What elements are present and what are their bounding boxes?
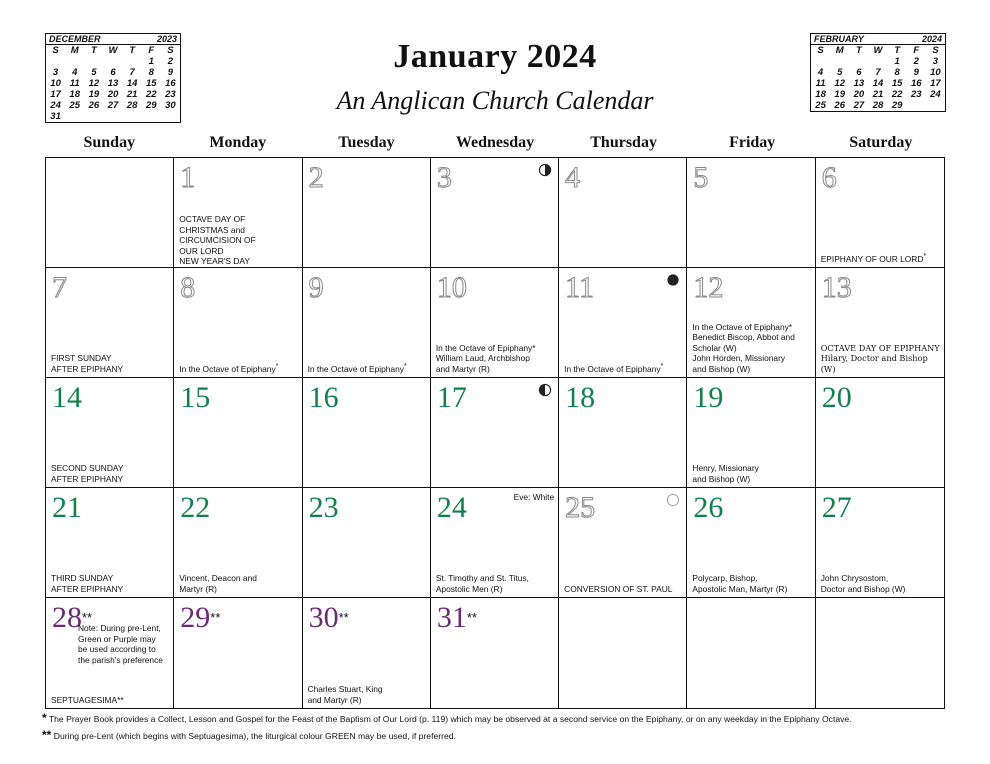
- page-subtitle: An Anglican Church Calendar: [336, 86, 654, 115]
- day-number-text: 24: [436, 491, 467, 524]
- mini-day: 30: [165, 100, 176, 111]
- mini-day: 14: [126, 78, 138, 89]
- mini-weekday: F: [913, 45, 920, 56]
- day-cell: [431, 378, 559, 488]
- mini-day: 21: [126, 89, 138, 100]
- mini-day: 6: [856, 67, 862, 78]
- mini-day: 13: [107, 78, 119, 89]
- mini-day: 3: [52, 67, 59, 78]
- mini-day: 2: [167, 56, 174, 67]
- mini-day: 25: [69, 100, 80, 111]
- weekday-label: Monday: [209, 134, 267, 151]
- footnote-star: *: [660, 362, 664, 370]
- day-number-text: 9: [308, 271, 324, 304]
- day-number-text: 1: [180, 161, 196, 194]
- day-number: [565, 490, 595, 526]
- mini-year: 2024: [921, 34, 942, 44]
- day-cell: [431, 488, 559, 598]
- day-number: [52, 380, 82, 416]
- day-superscript: **: [466, 610, 477, 625]
- footnote-star: *: [275, 362, 279, 370]
- day-number-text: 18: [565, 381, 596, 414]
- day-cell: [174, 158, 302, 268]
- mini-day: 15: [891, 78, 903, 89]
- mini-day: 10: [930, 67, 941, 78]
- day-number-text: 30: [308, 601, 339, 634]
- mini-day: 18: [815, 89, 826, 100]
- day-number-text: 23: [308, 491, 339, 524]
- feast-note: [179, 362, 298, 374]
- mini-weekday: T: [90, 45, 97, 56]
- mini-day: 20: [853, 89, 865, 100]
- footnote-mark: *: [42, 711, 47, 725]
- day-number: [693, 380, 723, 416]
- day-superscript: **: [338, 610, 349, 625]
- mini-weekday: F: [148, 45, 155, 56]
- weekday-label: Tuesday: [338, 134, 395, 151]
- mini-day: 11: [815, 78, 826, 89]
- mini-grid: [811, 45, 945, 111]
- day-cell: [303, 598, 431, 708]
- day-number-text: 15: [180, 381, 211, 414]
- day-cell: [687, 158, 815, 268]
- day-cell: [431, 268, 559, 378]
- mini-day: 12: [834, 78, 845, 89]
- mini-day: 23: [165, 89, 176, 100]
- day-cell: [816, 488, 944, 598]
- feast-note: [692, 573, 811, 594]
- mini-weekday: M: [835, 45, 844, 56]
- day-number: [822, 490, 852, 526]
- day-cell: [687, 378, 815, 488]
- day-cell: [46, 488, 174, 598]
- feast-note-text: Polycarp, Bishop, Apostolic Man, Martyr (R): [692, 573, 788, 594]
- footnote-star: *: [923, 252, 927, 260]
- mini-weekday: W: [873, 45, 883, 56]
- mini-day: 26: [88, 100, 100, 111]
- day-cell: [303, 378, 431, 488]
- mini-day: 18: [69, 89, 80, 100]
- mini-day: [907, 100, 926, 111]
- day-number: [437, 270, 467, 306]
- day-number-text: 31: [436, 601, 467, 634]
- day-cell: [174, 268, 302, 378]
- cell-side-note: Note: During pre-Lent, Green or Purple may be used according to the parish's preference: [78, 623, 163, 665]
- mini-day: 2: [913, 56, 919, 67]
- mini-day: 17: [50, 89, 61, 100]
- day-cell: [687, 598, 815, 708]
- mini-day: 10: [50, 78, 61, 89]
- day-number: [180, 270, 195, 306]
- mini-day: 9: [913, 67, 919, 78]
- feast-note: [821, 343, 941, 375]
- day-number: [822, 380, 852, 416]
- mini-day: 4: [72, 67, 78, 78]
- day-cell: [46, 378, 174, 488]
- day-number-text: 3: [436, 161, 452, 194]
- full-moon-icon: [666, 493, 680, 507]
- feast-note-text: FIRST SUNDAY AFTER EPIPHANY: [51, 353, 124, 374]
- feast-note-text: THIRD SUNDAY AFTER EPIPHANY: [51, 573, 124, 594]
- mini-day: 7: [129, 67, 135, 78]
- day-number: [693, 490, 723, 526]
- mini-weekday: S: [932, 45, 939, 56]
- mini-day: 13: [853, 78, 865, 89]
- mini-day: 28: [872, 100, 884, 111]
- day-cell: [559, 158, 687, 268]
- day-number-text: 21: [52, 491, 82, 524]
- day-cell: [46, 158, 174, 268]
- mini-day: [926, 100, 945, 111]
- feast-note-text: OCTAVE DAY OF CHRISTMAS and CIRCUMCISION OF OUR LORD NEW YEAR'S DAY: [179, 214, 256, 266]
- day-number-text: 11: [565, 271, 595, 304]
- day-cell: [303, 158, 431, 268]
- day-number-text: 10: [436, 271, 467, 304]
- mini-month: DECEMBER: [49, 34, 101, 44]
- day-number-text: 29: [180, 601, 211, 634]
- feast-note: [436, 573, 555, 594]
- first-quarter-moon-icon: [538, 383, 552, 397]
- day-cell: [431, 158, 559, 268]
- feast-note: [692, 322, 811, 375]
- feast-note-text: SEPTUAGESIMA**: [51, 694, 124, 705]
- feast-note: [51, 353, 170, 374]
- day-number: [822, 160, 837, 196]
- page-title: January 2024: [393, 38, 597, 75]
- feast-note: [51, 573, 170, 594]
- mini-weekday: S: [52, 45, 59, 56]
- day-cell: [559, 268, 687, 378]
- mini-day: 20: [107, 89, 119, 100]
- mini-day: 19: [88, 89, 100, 100]
- day-cell: [46, 268, 174, 378]
- mini-day: 19: [834, 89, 845, 100]
- day-number: [180, 380, 210, 416]
- day-number: [565, 160, 580, 196]
- day-cell: [174, 598, 302, 708]
- feast-note-text: In the Octave of Epiphany* Benedict Biscop, Abbot and Scholar (W) John Horden, Missionary and Bishop (W): [692, 321, 795, 374]
- feast-note: [564, 584, 683, 595]
- feast-note: [821, 252, 941, 264]
- day-cell: [816, 598, 944, 708]
- mini-day: 21: [872, 89, 884, 100]
- feast-note: [308, 362, 427, 374]
- mini-day: 8: [894, 67, 900, 78]
- day-number-text: 27: [821, 491, 852, 524]
- day-number: [309, 490, 339, 526]
- mini-day: 5: [91, 67, 97, 78]
- weekday-label: Saturday: [849, 134, 913, 151]
- day-number: [180, 160, 195, 196]
- mini-day: 3: [932, 56, 939, 67]
- footnote-mark: **: [42, 728, 52, 742]
- day-cell: [174, 488, 302, 598]
- mini-day: [849, 56, 868, 67]
- feast-note-text: OCTAVE DAY OF EPIPHANY Hilary, Doctor and Bishop (W): [820, 342, 940, 374]
- feast-note: [692, 463, 811, 484]
- mini-day: 25: [815, 100, 826, 111]
- mini-day: [811, 56, 830, 67]
- mini-day: 27: [853, 100, 865, 111]
- weekday-label: Friday: [729, 134, 776, 151]
- day-cell: [687, 488, 815, 598]
- day-number: [309, 270, 324, 306]
- day-number-text: 17: [436, 381, 467, 414]
- weekday-label: Sunday: [83, 134, 136, 151]
- day-number-text: 12: [693, 271, 724, 304]
- feast-note: [821, 573, 941, 594]
- feast-note-text: In the Octave of Epiphany: [307, 363, 404, 374]
- day-number-text: 4: [565, 161, 581, 194]
- mini-day: 29: [891, 100, 903, 111]
- footnote-text: The Prayer Book provides a Collect, Lesson and Gospel for the Feast of the Baptism of Our Lord (p. 119) which may be observed at a second service on the Epiphany, or on any weekday in the Epiphany Octave.: [48, 714, 852, 724]
- feast-note: [436, 343, 555, 375]
- mini-day: 16: [165, 78, 176, 89]
- mini-day: [830, 56, 849, 67]
- day-number-text: 14: [52, 381, 82, 414]
- mini-day: 9: [167, 67, 174, 78]
- feast-note: [564, 362, 683, 374]
- footnote-1: [42, 711, 852, 725]
- last-quarter-moon-icon: [538, 163, 552, 177]
- day-number-text: 16: [308, 381, 339, 414]
- weekday-header: [45, 134, 945, 152]
- mini-calendar-february: [810, 33, 946, 112]
- weekday-label: Wednesday: [455, 134, 535, 151]
- footnote-text: During pre-Lent (which begins with Septuagesima), the liturgical colour GREEN may be used, if preferred.: [53, 731, 456, 741]
- day-number: [52, 270, 67, 306]
- day-number: [693, 160, 708, 196]
- day-cell: [816, 158, 944, 268]
- mini-day: 22: [145, 89, 157, 100]
- day-cell: [559, 598, 687, 708]
- mini-day: 27: [107, 100, 119, 111]
- mini-day: 6: [110, 67, 116, 78]
- mini-day: 24: [50, 100, 61, 111]
- mini-day: 4: [817, 67, 824, 78]
- day-number: [437, 600, 477, 636]
- footnote-star: *: [403, 362, 407, 370]
- day-number: [309, 600, 349, 636]
- day-number-text: 5: [693, 161, 709, 194]
- mini-day: 1: [894, 56, 900, 67]
- day-cell: [46, 598, 174, 708]
- mini-weekday: W: [108, 45, 118, 56]
- mini-month: FEBRUARY: [814, 34, 864, 44]
- day-number: [437, 380, 467, 416]
- footnote-2: [42, 728, 456, 742]
- day-number-text: 28: [52, 601, 82, 634]
- mini-day: 12: [88, 78, 100, 89]
- feast-note-text: St. Timothy and St. Titus, Apostolic Men (R): [435, 573, 529, 594]
- feast-note-text: In the Octave of Epiphany: [564, 363, 661, 374]
- day-number: [180, 490, 210, 526]
- feast-note-text: CONVERSION OF ST. PAUL: [564, 583, 673, 594]
- day-number-text: 20: [821, 381, 852, 414]
- day-cell: [559, 488, 687, 598]
- feast-note-text: Vincent, Deacon and Martyr (R): [179, 573, 257, 594]
- feast-note: [51, 695, 170, 706]
- day-number: [822, 270, 852, 306]
- day-cell: [816, 378, 944, 488]
- mini-day: 5: [837, 67, 843, 78]
- mini-day: 23: [910, 89, 922, 100]
- mini-day: 29: [145, 100, 157, 111]
- day-cell: [303, 268, 431, 378]
- mini-weekday: S: [817, 45, 824, 56]
- day-number: [693, 270, 723, 306]
- day-number-text: 26: [693, 491, 724, 524]
- day-superscript: **: [82, 610, 93, 625]
- mini-weekday: T: [855, 45, 862, 56]
- day-number-text: 2: [308, 161, 324, 194]
- day-cell: [687, 268, 815, 378]
- mini-day: 8: [148, 67, 154, 78]
- day-number: [437, 490, 467, 526]
- day-number: [309, 160, 324, 196]
- mini-year: 2023: [156, 34, 177, 44]
- feast-note-text: In the Octave of Epiphany: [179, 363, 276, 374]
- day-cell: [174, 378, 302, 488]
- mini-day: [868, 56, 887, 67]
- day-cell: [431, 598, 559, 708]
- mini-day: 11: [69, 78, 80, 89]
- mini-day: 7: [875, 67, 881, 78]
- calendar-grid: [45, 157, 945, 709]
- mini-day: 31: [50, 111, 61, 122]
- day-number: [565, 380, 595, 416]
- mini-weekday: T: [129, 45, 136, 56]
- day-number: [565, 270, 594, 306]
- feast-note-text: Henry, Missionary and Bishop (W): [692, 463, 759, 484]
- day-number: [309, 380, 339, 416]
- day-number-text: 25: [565, 491, 596, 524]
- feast-note-text: John Chrysostom, Doctor and Bishop (W): [820, 573, 906, 594]
- feast-note: [179, 214, 298, 267]
- day-cell: [559, 378, 687, 488]
- feast-note-text: EPIPHANY OF OUR LORD: [820, 253, 924, 264]
- feast-note-text: SECOND SUNDAY AFTER EPIPHANY: [51, 463, 124, 484]
- eve-label: Eve: White: [513, 492, 555, 502]
- mini-day: 24: [930, 89, 941, 100]
- feast-note-text: In the Octave of Epiphany* William Laud, Archbishop and Martyr (R): [435, 342, 536, 374]
- mini-day: 15: [145, 78, 157, 89]
- mini-day: 22: [891, 89, 903, 100]
- weekday-label: Thursday: [590, 134, 657, 151]
- mini-day: 14: [872, 78, 884, 89]
- day-number-text: 19: [693, 381, 724, 414]
- day-number: [52, 490, 82, 526]
- feast-note: [51, 463, 170, 484]
- day-cell: [303, 488, 431, 598]
- day-number-text: 6: [821, 161, 837, 194]
- new-moon-icon: [666, 273, 680, 287]
- day-number-text: 13: [821, 271, 852, 304]
- mini-day: 26: [834, 100, 845, 111]
- feast-note-text: Charles Stuart, King and Martyr (R): [307, 684, 383, 705]
- mini-day: 17: [930, 78, 941, 89]
- day-superscript: **: [210, 610, 221, 625]
- mini-day: 28: [126, 100, 138, 111]
- day-number-text: 22: [180, 491, 211, 524]
- mini-weekday: S: [167, 45, 174, 56]
- mini-day: 16: [910, 78, 922, 89]
- feast-note: [308, 684, 427, 705]
- day-number: [437, 160, 452, 196]
- day-number-text: 8: [180, 271, 196, 304]
- mini-weekday: T: [894, 45, 901, 56]
- mini-day: 1: [148, 56, 154, 67]
- day-number-text: 7: [52, 271, 67, 304]
- mini-weekday: M: [70, 45, 79, 56]
- day-number: [180, 600, 220, 636]
- feast-note: [179, 573, 298, 594]
- day-cell: [816, 268, 944, 378]
